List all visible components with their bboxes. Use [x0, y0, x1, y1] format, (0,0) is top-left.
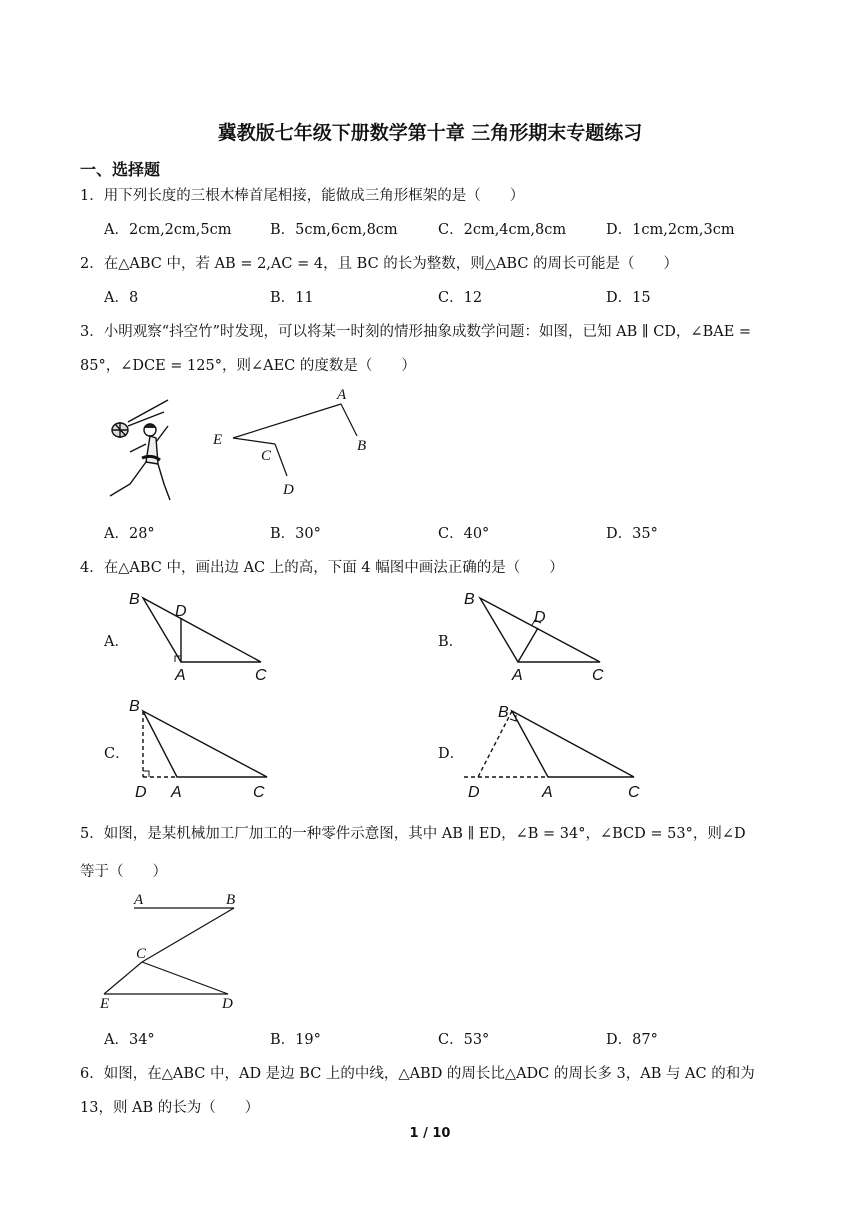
document-title: 冀教版七年级下册数学第十章 三角形期末专题练习	[217, 122, 643, 144]
q4-option-b: B．	[438, 634, 464, 650]
q5-option-d: D．87°	[606, 1032, 658, 1048]
q4c-label-d: D	[135, 784, 147, 801]
q3-option-b: B．30°	[270, 526, 321, 542]
q4d-label-b: B	[498, 704, 509, 721]
q5-label-b: B	[226, 892, 236, 908]
q4d-label-a: A	[542, 784, 553, 801]
q3-option-a: A．28°	[104, 526, 155, 542]
page-number: 1 / 10	[409, 1126, 451, 1141]
diabolo-player-illustration	[100, 392, 180, 507]
q3-label-d: D	[283, 482, 294, 498]
q5-label-d: D	[222, 996, 233, 1012]
q3-option-c: C．40°	[438, 526, 490, 542]
q2-option-c: C．12	[438, 290, 483, 306]
q3-label-a: A	[337, 387, 347, 403]
q4-option-d: D．	[438, 746, 465, 762]
question-6-text-line1: 6．如图，在△ABC 中，AD 是边 BC 上的中线，△ABD 的周长比△ADC 的周长多 3，AB 与 AC 的和为	[80, 1066, 755, 1082]
q3-label-e: E	[213, 432, 223, 448]
section-heading: 一、选择题	[80, 160, 161, 179]
q4a-label-a: A	[175, 667, 186, 684]
q2-option-b: B．11	[270, 290, 314, 306]
q5-label-e: E	[100, 996, 110, 1012]
q3-geometry-figure	[205, 384, 385, 499]
q4c-label-c: C	[253, 784, 265, 801]
q4b-label-c: C	[592, 667, 604, 684]
q5-option-c: C．53°	[438, 1032, 490, 1048]
q2-option-a: A．8	[104, 290, 139, 306]
question-3-text-line2: 85°，∠DCE = 125°，则∠AEC 的度数是（ ）	[80, 358, 416, 374]
q1-option-c: C．2cm,4cm,8cm	[438, 222, 567, 238]
q4b-label-b: B	[464, 591, 475, 608]
q4a-label-c: C	[255, 667, 267, 684]
question-2-text: 2．在△ABC 中，若 AB = 2,AC = 4，且 BC 的长为整数，则△ABC 的周长可能是（ ）	[80, 256, 679, 272]
q4c-label-b: B	[129, 698, 140, 715]
q5-label-a: A	[134, 892, 144, 908]
q3-option-d: D．35°	[606, 526, 658, 542]
q4d-label-d: D	[468, 784, 480, 801]
question-1-text: 1．用下列长度的三根木棒首尾相接，能做成三角形框架的是（ ）	[80, 188, 525, 204]
q4-figure-a	[125, 588, 275, 688]
q4b-label-d: D	[534, 609, 546, 626]
q4-option-c: C．	[104, 746, 130, 762]
q5-label-c: C	[136, 946, 147, 962]
q3-label-c: C	[261, 448, 272, 464]
q4d-label-c: C	[628, 784, 640, 801]
q4-option-a: A．	[104, 634, 129, 650]
q1-option-b: B．5cm,6cm,8cm	[270, 222, 398, 238]
q4c-label-a: A	[171, 784, 182, 801]
q4a-label-d: D	[175, 603, 187, 620]
question-6-text-line2: 13，则 AB 的长为（ ）	[80, 1100, 260, 1116]
q5-geometry-figure	[98, 890, 258, 1010]
q2-option-d: D．15	[606, 290, 651, 306]
q4-figure-d	[460, 695, 650, 805]
q5-option-a: A．34°	[104, 1032, 155, 1048]
q1-option-d: D．1cm,2cm,3cm	[606, 222, 735, 238]
q4-figure-c	[125, 695, 285, 805]
q3-label-b: B	[357, 438, 367, 454]
question-4-text: 4．在△ABC 中，画出边 AC 上的高，下面 4 幅图中画法正确的是（ ）	[80, 560, 564, 576]
q4a-label-b: B	[129, 591, 140, 608]
question-3-text-line1: 3．小明观察“抖空竹”时发现，可以将某一时刻的情形抽象成数学问题：如图，已知 AB ∥ CD，∠BAE =	[80, 324, 752, 340]
question-5-text-line1: 5．如图，是某机械加工厂加工的一种零件示意图，其中 AB ∥ ED，∠B = 34°，∠BCD = 53°，则∠D	[80, 826, 746, 842]
q4-figure-b	[460, 588, 620, 688]
q1-option-a: A．2cm,2cm,5cm	[104, 222, 232, 238]
q5-option-b: B．19°	[270, 1032, 321, 1048]
q4b-label-a: A	[512, 667, 523, 684]
question-5-text-line2: 等于（ ）	[80, 864, 167, 880]
